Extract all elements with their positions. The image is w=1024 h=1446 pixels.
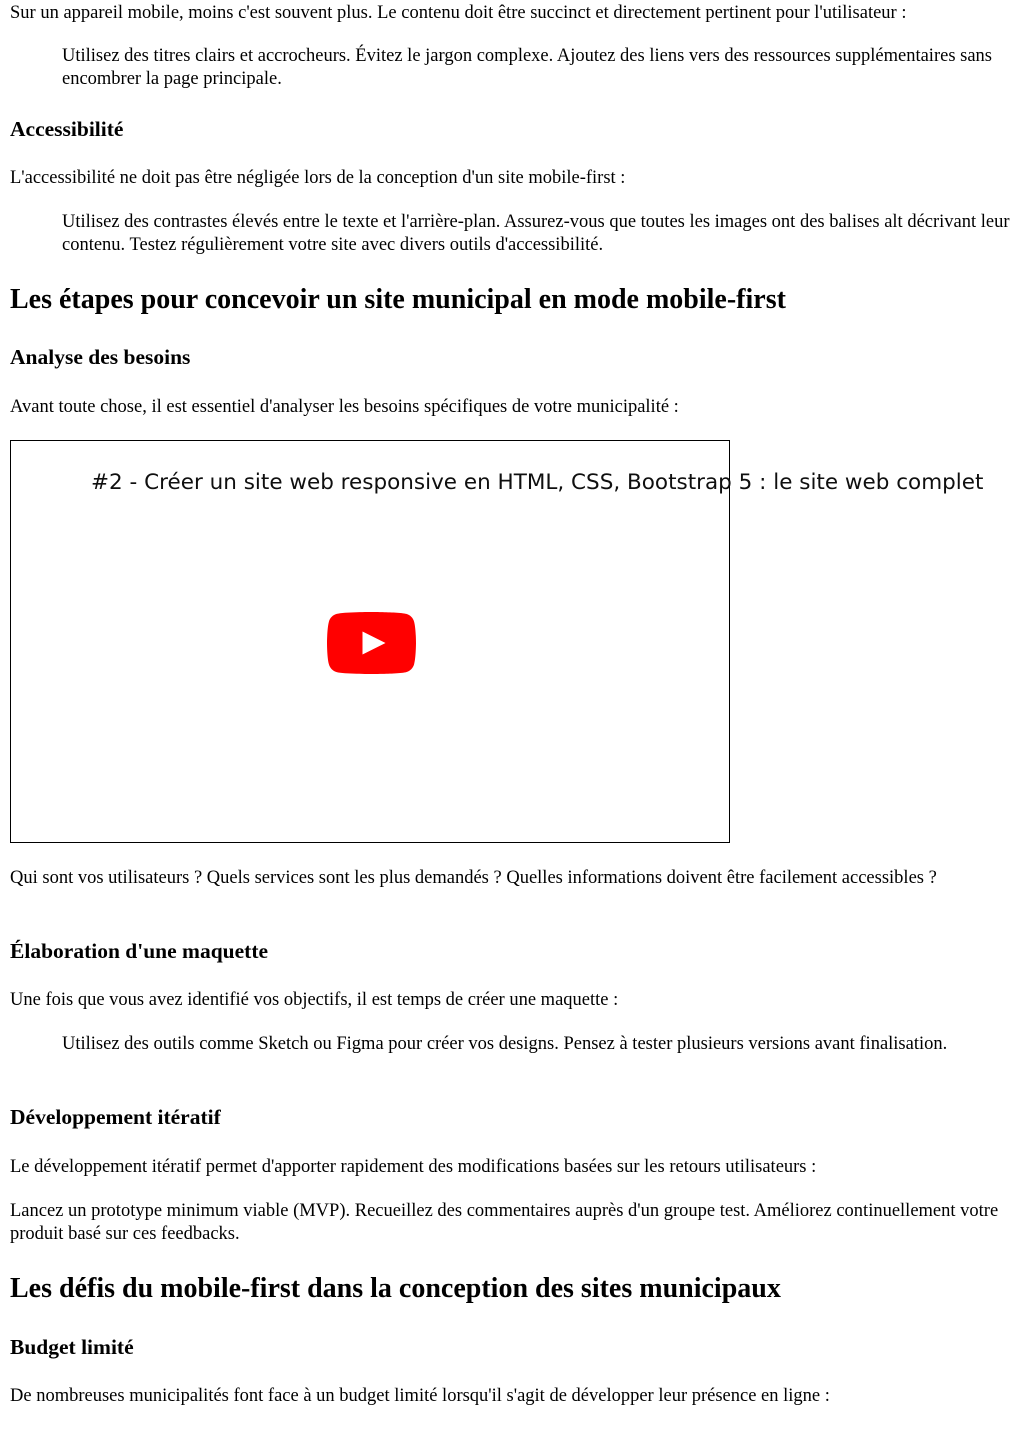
iterative-paragraph: Le développement itératif permet d'apporter rapidement des modifications basées sur les retours utilisateurs : <box>10 1157 817 1177</box>
accessibility-heading: Accessibilité <box>10 117 124 141</box>
challenges-heading: Les défis du mobile-first dans la conception des sites municipaux <box>10 1273 781 1304</box>
intro-blockquote: Utilisez des titres clairs et accrocheurs. Évitez le jargon complexe. Ajoutez des liens vers des ressources supplémentaires sans encombrer la page principale. <box>62 46 993 89</box>
mockup-paragraph: Une fois que vous avez identifié vos objectifs, il est temps de créer une maquette : <box>10 990 619 1010</box>
needs-heading: Analyse des besoins <box>10 345 191 369</box>
intro-paragraph: Sur un appareil mobile, moins c'est souvent plus. Le contenu doit être succinct et directement pertinent pour l'utilisateur : <box>10 3 907 23</box>
youtube-play-icon <box>327 612 416 674</box>
steps-heading: Les étapes pour concevoir un site municipal en mode mobile-first <box>10 284 786 315</box>
youtube-video-embed[interactable] <box>10 440 984 843</box>
budget-paragraph: De nombreuses municipalités font face à un budget limité lorsqu'il s'agit de développer leur présence en ligne : <box>10 1386 830 1406</box>
mockup-blockquote: Utilisez des outils comme Sketch ou Figma pour créer vos designs. Pensez à tester plusieurs versions avant finalisation. <box>62 1034 948 1054</box>
iterative-heading: Développement itératif <box>10 1105 221 1129</box>
youtube-play-button[interactable] <box>327 612 416 674</box>
accessibility-paragraph: L'accessibilité ne doit pas être négligée lors de la conception d'un site mobile-first : <box>10 168 626 188</box>
needs-questions-paragraph: Qui sont vos utilisateurs ? Quels services sont les plus demandés ? Quelles informations doivent être facilement accessibles ? <box>10 868 937 888</box>
needs-paragraph: Avant toute chose, il est essentiel d'analyser les besoins spécifiques de votre municipalité : <box>10 397 679 417</box>
mockup-heading: Élaboration d'une maquette <box>10 939 269 963</box>
budget-heading: Budget limité <box>10 1335 134 1359</box>
mvp-paragraph: Lancez un prototype minimum viable (MVP). Recueillez des commentaires auprès d'un groupe test. Améliorez continuellement votre produit basé sur ces feedbacks. <box>10 1201 999 1244</box>
accessibility-blockquote: Utilisez des contrastes élevés entre le texte et l'arrière-plan. Assurez-vous que toutes les images ont des balises alt décrivant leur contenu. Testez régulièrement votre site avec divers outils d'accessibilité. <box>62 212 1010 255</box>
video-title[interactable]: #2 - Créer un site web responsive en HTML, CSS, Bootstrap 5 : le site web complet <box>91 470 984 495</box>
